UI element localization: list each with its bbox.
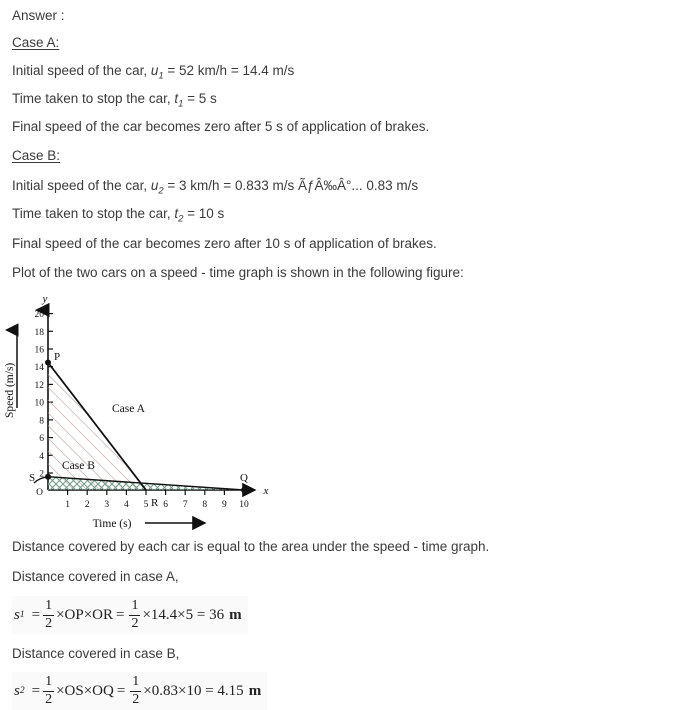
formula-case-b [12, 672, 267, 710]
case-b-heading: Case B: [12, 148, 61, 163]
case-b-final-statement: Final speed of the car becomes zero after 10 s of application of brakes. [12, 236, 437, 251]
case-a-line-2-post: = 5 s [183, 91, 217, 106]
speed-time-graph-figure [0, 288, 320, 533]
formula-a-lhs-subscript: 1 [19, 610, 25, 621]
formula-a-term-1: ×OP×OR [56, 606, 113, 623]
y-axis-title: Speed (m/s) [4, 362, 16, 418]
svg-text:6: 6 [163, 500, 168, 510]
formula-b-equals-1: = [31, 682, 41, 699]
point-s-label: S [29, 472, 36, 484]
formula-b-term-2: ×0.83×10 = 4.15 [143, 682, 244, 699]
case-a-line-1-subscript: 1 [158, 70, 164, 82]
formula-a-unit: m [229, 606, 242, 623]
case-b-line-2 [12, 206, 224, 228]
case-a-line-1 [12, 63, 294, 85]
formula-a-frac2-numerator: 1 [131, 598, 139, 613]
formula-b-frac2-denominator: 2 [132, 691, 140, 707]
formula-a-fraction-2 [129, 599, 140, 631]
formula-b-lhs-symbol: s [14, 682, 20, 699]
formula-a-lhs-symbol: s [14, 606, 20, 623]
formula-b-frac1-numerator: 1 [45, 674, 53, 689]
x-axis-title: Time (s) [92, 518, 132, 530]
formula-a-equals-2: = [116, 606, 125, 623]
case-a-line-1-pre: Initial speed of the car, [12, 63, 151, 78]
formula-b-unit: m [248, 682, 262, 699]
case-a-annotation: Case A [112, 403, 145, 415]
formula-b-frac1-denominator: 2 [45, 691, 53, 707]
area-statement: Distance covered by each car is equal to the area under the speed - time graph. [12, 539, 490, 554]
svg-text:10: 10 [239, 500, 249, 510]
case-a-line-1-post: = 52 km/h = 14.4 m/s [163, 63, 295, 78]
formula-case-a [12, 596, 248, 634]
svg-text:16: 16 [34, 345, 44, 356]
svg-text:3: 3 [104, 500, 110, 510]
svg-text:4: 4 [39, 451, 44, 462]
formula-a-frac1-denominator: 2 [45, 615, 53, 631]
case-a-line-2-pre: Time taken to stop the car, [12, 91, 175, 106]
formula-a-fraction-1 [43, 599, 54, 631]
svg-text:8: 8 [202, 500, 208, 510]
case-a-line-2-subscript: 1 [178, 98, 184, 110]
case-b-line-1 [12, 178, 418, 200]
svg-text:10: 10 [34, 398, 44, 409]
point-q-marker [241, 487, 247, 493]
case-b-line-2-subscript: 2 [178, 213, 184, 225]
case-a-line-2 [12, 91, 217, 113]
distance-case-b-label: Distance covered in case B, [12, 646, 180, 661]
svg-text:14: 14 [34, 363, 44, 374]
svg-text:12: 12 [34, 380, 44, 391]
svg-text:6: 6 [39, 434, 44, 445]
svg-text:5: 5 [143, 500, 149, 510]
svg-text:8: 8 [39, 416, 44, 427]
case-b-line-2-pre: Time taken to stop the car, [12, 206, 175, 221]
x-axis-title-group [93, 518, 205, 530]
point-r-label: R [151, 497, 159, 509]
case-b-line-2-post: = 10 s [183, 206, 225, 221]
distance-case-a-label: Distance covered in case A, [12, 569, 179, 584]
point-p-label: P [54, 351, 61, 363]
formula-a-frac1-numerator: 1 [45, 598, 53, 613]
y-axis-title-group [4, 330, 17, 418]
formula-a-equals-1: = [31, 606, 41, 623]
formula-a-frac2-denominator: 2 [131, 615, 139, 631]
svg-text:2: 2 [39, 469, 44, 480]
svg-text:9: 9 [222, 500, 227, 510]
case-a-line-1-symbol: u [150, 63, 159, 78]
svg-text:2: 2 [84, 500, 90, 510]
svg-text:7: 7 [182, 500, 188, 510]
case-b-annotation: Case B [62, 460, 95, 472]
case-b-line-1-post: = 3 km/h = 0.833 m/s ÃƒÂ‰Â°... 0.83 m/s [163, 178, 419, 193]
case-b-line-1-pre: Initial speed of the car, [12, 178, 151, 193]
formula-b-term-1: ×OS×OQ [56, 682, 114, 699]
svg-text:20: 20 [34, 310, 44, 320]
case-b-line-1-symbol: u [150, 178, 159, 193]
formula-b-frac2-numerator: 1 [132, 674, 140, 689]
plot-intro-text: Plot of the two cars on a speed - time graph is shown in the following figure: [12, 265, 464, 280]
formula-b-lhs-subscript: 2 [19, 686, 25, 697]
x-axis-symbol: x [263, 485, 269, 497]
point-q-label: Q [240, 472, 248, 484]
case-b-line-2-symbol: t [174, 206, 179, 221]
svg-text:18: 18 [34, 327, 44, 338]
point-s-marker [45, 474, 51, 480]
formula-b-fraction-2 [130, 675, 141, 707]
svg-text:1: 1 [65, 500, 70, 510]
case-a-line-2-symbol: t [174, 91, 179, 106]
case-a-final-statement: Final speed of the car becomes zero after 5 s of application of brakes. [12, 119, 430, 134]
point-p-marker [45, 360, 51, 366]
origin-label: O [36, 488, 43, 498]
formula-a-term-2: ×14.4×5 = 36 [142, 606, 225, 623]
formula-b-equals-2: = [116, 682, 126, 699]
case-b-line-1-subscript: 2 [158, 185, 164, 197]
case-a-heading: Case A: [12, 35, 60, 50]
svg-text:4: 4 [124, 500, 129, 510]
y-axis-symbol: y [42, 293, 48, 305]
answer-heading: Answer : [12, 8, 65, 23]
formula-b-fraction-1 [43, 675, 54, 707]
